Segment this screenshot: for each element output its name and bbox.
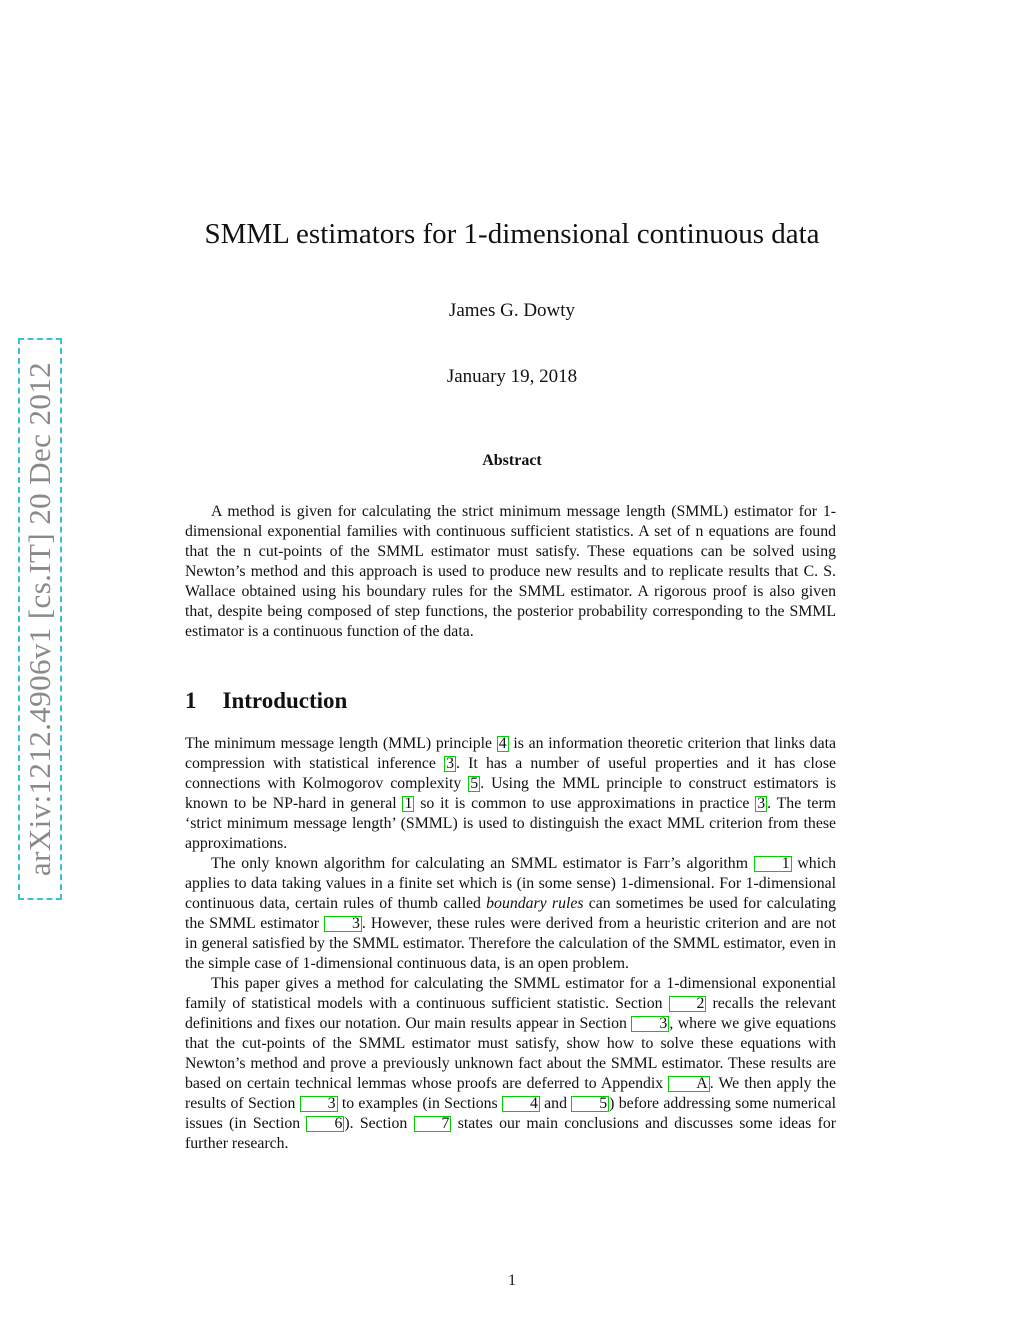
citation-link[interactable]: 4 [498, 735, 507, 752]
abstract-text: A method is given for calculating the strict minimum message length (SMML) estimator for 1-dimensional exponential families with continuous sufficient statistics. A set of n equations are found that the n cut-points of the SMML estimator must satisfy. These equations can be solved using Newton’s method and this approach is used to produce new results and to replicate results that C. S. Wallace obtained using his boundary rules for the SMML estimator. A rigorous proof is also given that, despite being composed of step functions, the posterior probability corresponding to the SMML estimator is a continuous function of the data. [185, 503, 836, 640]
author: James G. Dowty [448, 300, 576, 321]
text-run: ). Section [344, 1115, 414, 1132]
text-run: This paper gives a method for calculating the SMML estimator for a 1-dimensional exponential family of statistical models with a continuous sufficient statistic. Section [185, 975, 836, 1012]
citation-link[interactable]: 3 [757, 795, 766, 812]
emphasized-term: boundary rules [486, 895, 584, 912]
text-run: , where we give equations that the cut-points of the SMML estimator must satisfy, show how to solve these equations with Newton’s method and prove a previously unknown fact about the SMML estimator. These results are based on certain technical lemmas whose proofs are deferred to Appendix [185, 1015, 836, 1092]
section-link[interactable]: 5 [571, 1096, 609, 1112]
section-link[interactable]: 3 [631, 1016, 669, 1032]
section-title: Introduction [222, 688, 348, 713]
text-run: . Using the MML principle to construct estimators is known to be NP-hard in general [185, 775, 836, 812]
text-run: The minimum message length (MML) principle [185, 735, 497, 752]
citation-link[interactable]: 3 [446, 755, 454, 772]
citation-link[interactable]: 1 [754, 856, 792, 872]
text-run: . However, these rules were derived from a heuristic criterion and are not in general satisfied by the SMML estimator. Therefore the calculation of the SMML estimator, even in the simple case of 1-dimensional continuous data, is an open problem. [185, 915, 836, 972]
text-run: and [539, 1095, 572, 1112]
introduction-body [185, 734, 836, 1154]
paragraph [185, 734, 836, 854]
citation-link[interactable]: 5 [470, 775, 479, 792]
citation-link[interactable]: 1 [404, 795, 413, 812]
text-run: The only known algorithm for calculating an SMML estimator is Farr’s algorithm [211, 855, 754, 872]
section-number: 1 [185, 688, 197, 713]
section-heading [185, 688, 347, 714]
citation-link[interactable]: 3 [324, 916, 362, 932]
text-run: . The term ‘strict minimum message length’ (SMML) is used to distinguish the exact MML criterion from these approximations. [185, 795, 836, 852]
text-run: ) before addressing some numerical issues (in Section [185, 1095, 836, 1132]
paper-title: SMML estimators for 1-dimensional continuous data [204, 218, 820, 250]
paragraph [185, 854, 836, 974]
arxiv-stamp[interactable] [18, 338, 62, 900]
section-link[interactable]: 2 [669, 996, 707, 1012]
section-link[interactable]: 6 [306, 1116, 344, 1132]
appendix-link[interactable]: A [668, 1076, 709, 1092]
text-run: to examples (in Sections [337, 1095, 502, 1112]
arxiv-stamp-text: arXiv:1212.4906v1 [cs.IT] 20 Dec 2012 [22, 361, 58, 877]
text-run: recalls the relevant definitions and fixes our notation. Our main results appear in Section [185, 995, 836, 1032]
page-number: 1 [508, 1272, 516, 1289]
abstract-heading: Abstract [482, 452, 542, 469]
text-run: states our main conclusions and discusses some ideas for further research. [185, 1115, 836, 1152]
section-link[interactable]: 3 [300, 1096, 338, 1112]
paragraph [185, 974, 836, 1154]
text-run: is an information theoretic criterion that links data compression with statistical inference [185, 735, 836, 772]
section-link[interactable]: 4 [502, 1096, 540, 1112]
text-run: . We then apply the results of Section [185, 1075, 836, 1112]
date: January 19, 2018 [446, 366, 578, 387]
text-run: which applies to data taking values in a finite set which is (in some sense) 1-dimensional. For 1-dimensional continuous data, certain rules of thumb called [185, 855, 836, 912]
text-run: . It has a number of useful properties and it has close connections with Kolmogorov complexity [185, 755, 836, 792]
section-link[interactable]: 7 [414, 1116, 452, 1132]
text-run: so it is common to use approximations in practice [414, 795, 756, 812]
text-run: can sometimes be used for calculating the SMML estimator [185, 895, 836, 932]
